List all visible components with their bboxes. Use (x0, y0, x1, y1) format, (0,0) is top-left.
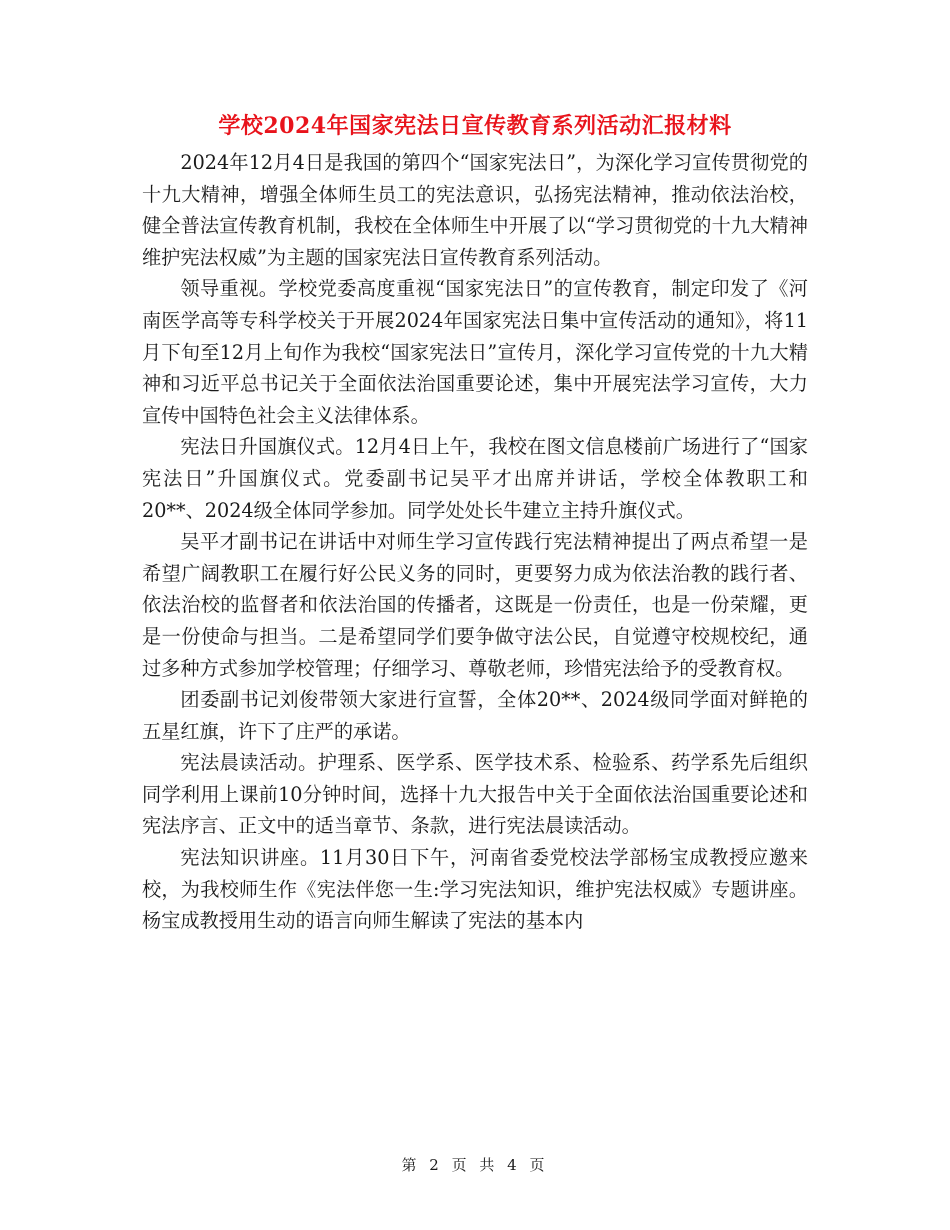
paragraph-leadership: 领导重视。学校党委高度重视“国家宪法日”的宣传教育，制定印发了《河南医学高等专科学校关于开展2024年国家宪法日集中宣传活动的通知》，将11月下旬至12月上旬作为我校“国家宪法日”宣传月，深化学习宣传党的十九大精神和习近平总书记关于全面依法治国重要论述，集中开展宪法学习宣传，大力宣传中国特色社会主义法律体系。 (142, 277, 808, 427)
document-body (142, 147, 808, 937)
paragraph-flag-ceremony: 宪法日升国旗仪式。12月4日上午，我校在图文信息楼前广场进行了“国家宪法日”升国旗仪式。党委副书记吴平才出席并讲话，学校全体教职工和20**、2024级全体同学参加。同学处处长牛建立主持升旗仪式。 (142, 435, 808, 522)
page-number-footer: 第 2 页 共 4 页 (401, 1156, 549, 1174)
document-title: 学校2024年国家宪法日宣传教育系列活动汇报材料 (218, 113, 732, 139)
paragraph-lecture: 宪法知识讲座。11月30日下午，河南省委党校法学部杨宝成教授应邀来校，为我校师生作《宪法伴您一生:学习宪法知识，维护宪法权威》专题讲座。杨宝成教授用生动的语言向师生解读了宪法的基本内 (142, 846, 808, 933)
paragraph-oath: 团委副书记刘俊带领大家进行宣誓，全体20**、2024级同学面对鲜艳的五星红旗，许下了庄严的承诺。 (142, 688, 808, 743)
paragraph-intro: 2024年12月4日是我国的第四个“国家宪法日”，为深化学习宣传贯彻党的十九大精神，增强全体师生员工的宪法意识，弘扬宪法精神，推动依法治校，健全普法宣传教育机制，我校在全体师生中开展了以“学习贯彻党的十九大精神维护宪法权威”为主题的国家宪法日宣传教育系列活动。 (142, 151, 808, 269)
paragraph-speech: 吴平才副书记在讲话中对师生学习宣传践行宪法精神提出了两点希望一是希望广阔教职工在履行好公民义务的同时，更要努力成为依法治教的践行者、依法治校的监督者和依法治国的传播者，这既是一份责任，也是一份荣耀，更是一份使命与担当。二是希望同学们要争做守法公民，自觉遵守校规校纪，通过多种方式参加学校管理；仔细学习、尊敬老师，珍惜宪法给予的受教育权。 (142, 530, 808, 680)
paragraph-morning-reading: 宪法晨读活动。护理系、医学系、医学技术系、检验系、药学系先后组织同学利用上课前10分钟时间，选择十九大报告中关于全面依法治国重要论述和宪法序言、正文中的适当章节、条款，进行宪法晨读活动。 (142, 751, 808, 838)
